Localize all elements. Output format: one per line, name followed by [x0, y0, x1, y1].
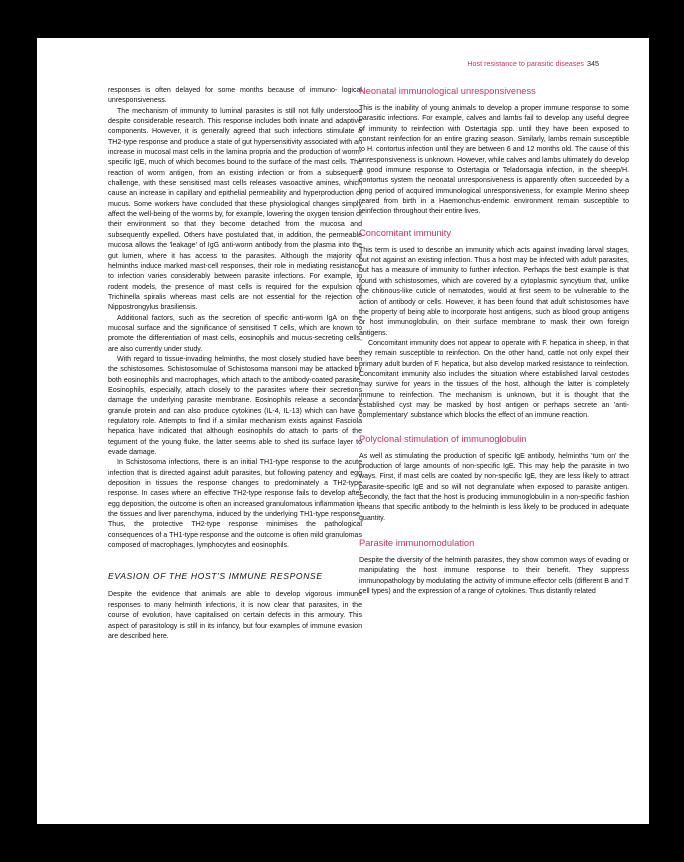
paragraph: With regard to tissue-invading helminths, the most closely studied have been the schistosomes. Schistosomulae of Schistosoma mansoni may be attacked by both eosinophils and macrophages, which attach to the antibody-coated parasite. Eosinophils, especially, attach closely to the parasites where their secretions damage the underlying parasite membrane. Eosinophils release a secondary granule protein and can also produce cytokines (IL-4, IL-13) which can have a regulatory role. Attempts to find if a similar mechanism exists against Fasciola hepatica have indicated that although eosinophils do attach to parts of the tegument of the young fluke, the latter seems able to shed its surface layer to evade damage. [108, 355, 362, 457]
subheading-concomitant: Concomitant immunity [359, 227, 451, 238]
paragraph: The mechanism of immunity to luminal parasites is still not fully understood despite considerable research. This response includes both innate and adaptive components. However, it is generally agreed that such infections stimulate a TH2-type response and produce a state of gut hypersensitivity associated with an increase in mucosal mast cells in the lamina propria and the production of worm-specific IgE, much of which becomes bound to the surface of the mast cells. The reaction of worm antigen, from an existing infection or from a subsequent challenge, with these sensitised mast cells releases vasoactive amines, which cause an increase in capillary and epithelial permeability and hyperproduction of mucus. Some workers have concluded that these physiological changes simply affect the well-being of the worms by, for example, lowering the oxygen tension of their environment so that they become detached from the mucosa and subsequently expelled. Others have postulated that, in addition, the permeable mucosa allows the 'leakage' of IgG anti-worm antibody from the plasma into the gut lumen, where it has access to the parasites. Although the majority of helminths induce marked mast-cell responses, their role in mediating resistance to infection varies considerably between parasite infections. For example, in rodent models, the presence of mast cells is required for the expulsion of Trichinella spiralis whereas mast cells are not essential for the rejection of Nippostrongylus brasiliensis. [108, 107, 362, 312]
document-page [37, 38, 649, 824]
section-heading-evasion: EVASION OF THE HOST'S IMMUNE RESPONSE [108, 571, 323, 582]
subheading-neonatal: Neonatal immunological unresponsiveness [359, 86, 536, 96]
subheading-polyclonal: Polyclonal stimulation of immunoglobulin [359, 433, 527, 444]
paragraph: Despite the diversity of the helminth parasites, they show common ways of evading or manipulating the host immune response to their benefit. They suppress immunopathology by modulating the activity of immune effector cells (different B and T cell types) and the expression of a range of cytokines. Thus distantly related [359, 557, 629, 596]
paragraph: responses is often delayed for some months because of immuno- logical unresponsiveness. [108, 87, 362, 105]
paragraph: As well as stimulating the production of specific IgE antibody, helminths 'turn on' the production of large amounts of non-specific IgE. This may help the parasite in two ways. First, if mast cells are coated by non-specific IgE, they are less likely to attract parasite-specific IgE and so will not degranulate when exposed to parasite antigen. Secondly, the fact that the host is producing immunoglobulin in a non-specific fashion means that specific antibody to the helminth is less likely to be produced in adequate quantity. [359, 452, 629, 522]
running-title: Host resistance to parasitic diseases [467, 59, 584, 68]
paragraph: Additional factors, such as the secretion of specific anti-worm IgA on the mucosal surface and the significance of sensitised T cells, which are known to promote the differentiation of mast cells, eosinophils and mucus-secreting cells, are also currently under study. [108, 314, 362, 353]
right-column [359, 86, 629, 597]
subheading-immunomodulation: Parasite immunomodulation [359, 538, 475, 549]
paragraph: In Schistosoma infections, there is an initial TH1-type response to the acute infection that is directed against adult parasites, but following patency and egg deposition in tissues the response changes to predominately a TH2-type response. In cases where an effective TH2-type response fails to develop after egg deposition, the outcome is often an increased granulomatous inflammation in the tissues and liver parenchyma, induced by the underlying TH1-type response. Thus, the protective TH2-type response minimises the pathological consequences of a TH1-type response and the outcome is often mild granulomas composed of macrophages, lymphocytes and eosinophils. [108, 459, 362, 550]
paragraph: Concomitant immunity does not appear to operate with F. hepatica in sheep, in that they remain susceptible to reinfection. On the other hand, cattle not only expel their primary adult burden of F. hepatica, but also develop marked resistance to reinfection. Concomitant immunity also includes the situation where established larval cestodes may survive for years in the tissues of the host, although the latter is completely immune to reinfection. The mechanism is unknown, but it is thought that the established cyst may be masked by host antigen or perhaps secrete an 'anti-complementary' substance which blocks the effect of an immune reaction. [359, 339, 629, 420]
paragraph: This term is used to describe an immunity which acts against invading larval stages, but not against an existing infection. Thus a host may be infected with adult parasites, but has a measure of immunity to further infection. Perhaps the best example is that found with schistosomes, which are covered by a cytoplasmic syncytium that, unlike the chitinous-like cuticle of nematodes, would at first seem to be vulnerable to the action of antibody or cells. However, it has been found that adult schistosomes have the property of being able to incorporate host antigens, such as blood group antigens or host immunoglobulin, on their surface membrane to mask their own foreign antigens. [359, 246, 629, 337]
paragraph: Despite the evidence that animals are able to develop vigorous immune responses to many helminth infections, it is now clear that parasites, in the course of evolution, have capitalised on certain defects in this armoury. This aspect of parasitology is still in its infancy, but four examples of immune evasion are described here. [108, 591, 362, 640]
left-column [108, 86, 362, 642]
paragraph: This is the inability of young animals to develop a proper immune response to some parasitic infections. For example, calves and lambs fail to develop any useful degree of immunity to reinfection with Ostertagia spp. until they have been exposed to constant reinfection for an entire grazing season. Similarly, lambs remain susceptible to H. contortus infection until they are between 6 and 12 months old. The cause of this unresponsiveness is unknown. However, while calves and lambs ultimately do develop a good immune response to Ostertagia or Teladorsagia infection, in the sheep/H. contortus system the neonatal unresponsiveness is apparently often succeeded by a long period of acquired immunological unresponsiveness, for example Merino sheep reared from birth in a Haemonchus-endemic environment remain susceptible to reinfection throughout their entire lives. [359, 105, 629, 216]
running-header [467, 59, 599, 68]
page-number: 345 [587, 59, 599, 68]
